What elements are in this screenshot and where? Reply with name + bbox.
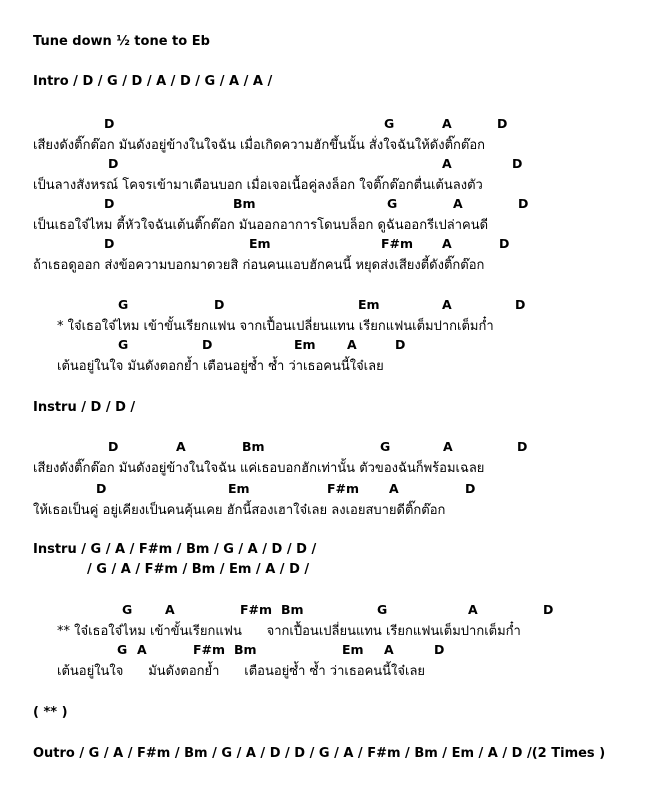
chord-label: A: [176, 439, 186, 454]
outro-line: Outro / G / A / F#m / Bm / G / A / D / D / G / A / F#m / Bm / Em / A / D /(2 Times ): [33, 746, 606, 761]
lyric-line: * ใจ๋เธอใจ๋ไหม เข้าขั้นเรียกแฟน จากเปื้อนเปลี่ยนแทน เรียกแฟนเต็มปากเต็มก๋ำ: [57, 319, 494, 334]
chord-label: D: [108, 156, 119, 171]
tuning-note: Tune down ½ tone to Eb: [33, 34, 210, 49]
chord-label: G: [387, 196, 398, 211]
lyric-line: เป็นเธอใจ๋ไหม ตี้หัวใจฉันเต้นติ๊กต๊อก มันออกอาการโดนบล็อก ดูฉันออกรีเปล่าคนดี: [33, 218, 489, 233]
chord-label: Em: [358, 297, 380, 312]
instrumental-2-line-2: / G / A / F#m / Bm / Em / A / D /: [87, 562, 310, 577]
chord-label: D: [465, 481, 476, 496]
chord-label: D: [543, 602, 554, 617]
chord-label: F#m: [193, 642, 226, 657]
chord-label: A: [442, 297, 452, 312]
chord-label: A: [137, 642, 147, 657]
chord-label: G: [117, 642, 128, 657]
chord-label: A: [165, 602, 175, 617]
chord-label: D: [497, 116, 508, 131]
chord-label: Em: [294, 337, 316, 352]
chord-label: Bm: [242, 439, 265, 454]
chord-label: D: [515, 297, 526, 312]
intro-line: Intro / D / G / D / A / D / G / A / A /: [33, 74, 273, 89]
chord-label: F#m: [240, 602, 273, 617]
chord-label: Bm: [281, 602, 304, 617]
chord-label: D: [104, 196, 115, 211]
instrumental-1: Instru / D / D /: [33, 400, 136, 415]
chord-label: A: [347, 337, 357, 352]
chord-label: G: [118, 297, 129, 312]
lyric-line: ถ้าเธอดูออก ส่งข้อความบอกมาดวยสิ ก่อนคนแอบฮักคนนี้ หยุดส่งเสียงตี้ดังติ๊กต๊อก: [33, 258, 485, 273]
lyric-line: ให้เธอเป็นคู่ อยู่เคียงเป็นคนคุ้นเคย ฮักนี้สองเฮาใจ๋เลย ลงเอยสบายดีติ๊กต๊อก: [33, 503, 446, 518]
chord-label: A: [389, 481, 399, 496]
chord-label: D: [202, 337, 213, 352]
chord-label: A: [442, 236, 452, 251]
chord-label: F#m: [327, 481, 360, 496]
lyric-line: เสียงดังติ๊กต๊อก มันดังอยู่ข้างในใจฉัน เมื่อเกิดความฮักขึ้นนั้น สั่งใจฉันให้ดังติ๊กต๊อก: [33, 138, 486, 153]
chord-label: G: [377, 602, 388, 617]
lyric-line: เต้นอยู่ในใจ มันดังตอกย้ำ เตือนอยู่ซ้ำ ซ้ำ ว่าเธอคนนี้ใจ๋เลย: [57, 664, 426, 679]
chord-label: D: [104, 116, 115, 131]
repeat-chorus-marker: ( ** ): [33, 705, 68, 720]
chord-label: D: [96, 481, 107, 496]
chord-label: Em: [249, 236, 271, 251]
chord-label: G: [122, 602, 133, 617]
chord-label: G: [384, 116, 395, 131]
chord-label: D: [434, 642, 445, 657]
chord-label: A: [443, 439, 453, 454]
lyric-line: ** ใจ๋เธอใจ๋ไหม เข้าขั้นเรียกแฟน จากเปื้อนเปลี่ยนแทน เรียกแฟนเต็มปากเต็มก๋ำ: [57, 624, 521, 639]
lyric-line: เป็นลางสังหรณ์ โคจรเข้ามาเตือนบอก เมื่อเจอเนื้อคู่ลงล็อก ใจติ๊กต๊อกตื่นเต้นลงตัว: [33, 178, 483, 193]
instrumental-2-line-1: Instru / G / A / F#m / Bm / G / A / D / D /: [33, 542, 317, 557]
chord-label: G: [380, 439, 391, 454]
chord-label: D: [517, 439, 528, 454]
lyric-line: เสียงดังติ๊กต๊อก มันดังอยู่ข้างในใจฉัน แค่เธอบอกฮักเท่านั้น ตัวของฉันก็พร้อมเฉลย: [33, 461, 485, 476]
chord-label: D: [214, 297, 225, 312]
chord-label: D: [104, 236, 115, 251]
chord-label: Em: [342, 642, 364, 657]
chord-label: D: [108, 439, 119, 454]
chord-label: A: [442, 156, 452, 171]
chord-label: D: [512, 156, 523, 171]
chord-label: D: [518, 196, 529, 211]
chord-label: Bm: [233, 196, 256, 211]
chord-label: F#m: [381, 236, 414, 251]
lyric-line: เต้นอยู่ในใจ มันดังตอกย้ำ เตือนอยู่ซ้ำ ซ้ำ ว่าเธอคนนี้ใจ๋เลย: [57, 359, 384, 374]
chord-label: A: [453, 196, 463, 211]
chord-label: G: [118, 337, 129, 352]
chord-label: A: [384, 642, 394, 657]
chord-label: A: [468, 602, 478, 617]
chord-label: Bm: [234, 642, 257, 657]
chord-label: D: [499, 236, 510, 251]
chord-label: A: [442, 116, 452, 131]
chord-label: D: [395, 337, 406, 352]
chord-label: Em: [228, 481, 250, 496]
